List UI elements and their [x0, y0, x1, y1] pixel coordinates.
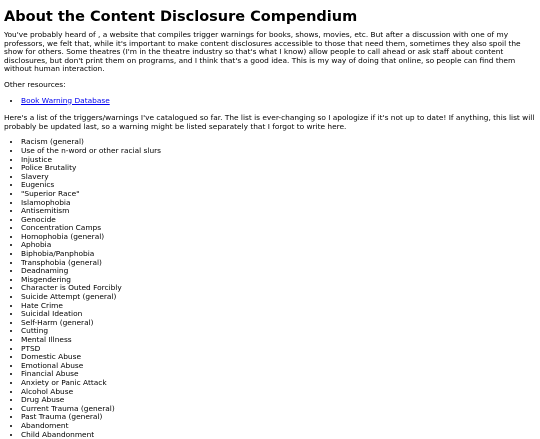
warning-item: • Self-Harm (general) — [21, 319, 536, 328]
warning-item: • Antisemitism — [21, 207, 536, 216]
warning-item: • Deadnaming — [21, 267, 536, 276]
warning-item: • Transphobia (general) — [21, 259, 536, 268]
warning-item: • Anxiety or Panic Attack — [21, 379, 536, 388]
book-warning-database-link[interactable]: Book Warning Database — [21, 95, 110, 105]
warning-item: • Alcohol Abuse — [21, 388, 536, 397]
warning-item: • Financial Abuse — [21, 370, 536, 379]
warning-item: • PTSD — [21, 345, 536, 354]
warning-item: • Current Trauma (general) — [21, 405, 536, 414]
warning-item: • Injustice — [21, 156, 536, 165]
list-item — [21, 97, 536, 106]
list-intro-paragraph: Here's a list of the triggers/warnings I've catalogued so far. The list is ever-changing so I apologize if it's not up to date! If anything, this list will probably be updated last, so a warning might be listed separately that I forgot to write here. — [4, 113, 535, 131]
warning-item: • Islamophobia — [21, 199, 536, 208]
warning-item: • Mental Illness — [21, 336, 536, 345]
warning-item: • Emotional Abuse — [21, 362, 536, 371]
warning-item: • Genocide — [21, 216, 536, 225]
warning-item: • Abandoment — [21, 422, 536, 431]
warning-item: • Aphobia — [21, 241, 536, 250]
resources-list — [4, 97, 536, 106]
warning-item: • Cutting — [21, 327, 536, 336]
page-title: About the Content Disclosure Compendium — [4, 9, 358, 25]
warning-item: • Domestic Abuse — [21, 353, 536, 362]
warning-item: • Biphobia/Panphobia — [21, 250, 536, 259]
warnings-list — [4, 138, 536, 439]
warning-item: • Past Trauma (general) — [21, 413, 536, 422]
warning-item: • Suicidal Ideation — [21, 310, 536, 319]
warning-item: • Police Brutality — [21, 164, 536, 173]
warning-item: • Child Abandonment — [21, 431, 536, 439]
warning-item: • Character is Outed Forcibly — [21, 284, 536, 293]
warning-item: • Hate Crime — [21, 302, 536, 311]
warning-item: • Eugenics — [21, 181, 536, 190]
warning-item: • Suicide Attempt (general) — [21, 293, 536, 302]
warning-item: • Racism (general) — [21, 138, 536, 147]
warning-item: • Slavery — [21, 173, 536, 182]
warning-item: • Misgendering — [21, 276, 536, 285]
warning-item: • Use of the n-word or other racial slurs — [21, 147, 536, 156]
warning-item: • Drug Abuse — [21, 396, 536, 405]
resources-label: Other resources: — [4, 79, 66, 89]
warning-item: • Homophobia (general) — [21, 233, 536, 242]
warning-item: • "Superior Race" — [21, 190, 536, 199]
warning-item: • Concentration Camps — [21, 224, 536, 233]
intro-paragraph: You've probably heard of , a website that compiles trigger warnings for books, shows, movies, etc. But after a discussion with one of my professors, we felt that, while it's important to make content disclosures accessible to those that need them, sometimes they also spoil the show for others. Some theatres (I'm in the theatre industry so that's what I know) allow people to call ahead or ask staff about content disclosures, but don't print them on programs, and I think that's a good idea. This is my way of doing that online, so people can find them without human interaction. — [4, 30, 521, 74]
